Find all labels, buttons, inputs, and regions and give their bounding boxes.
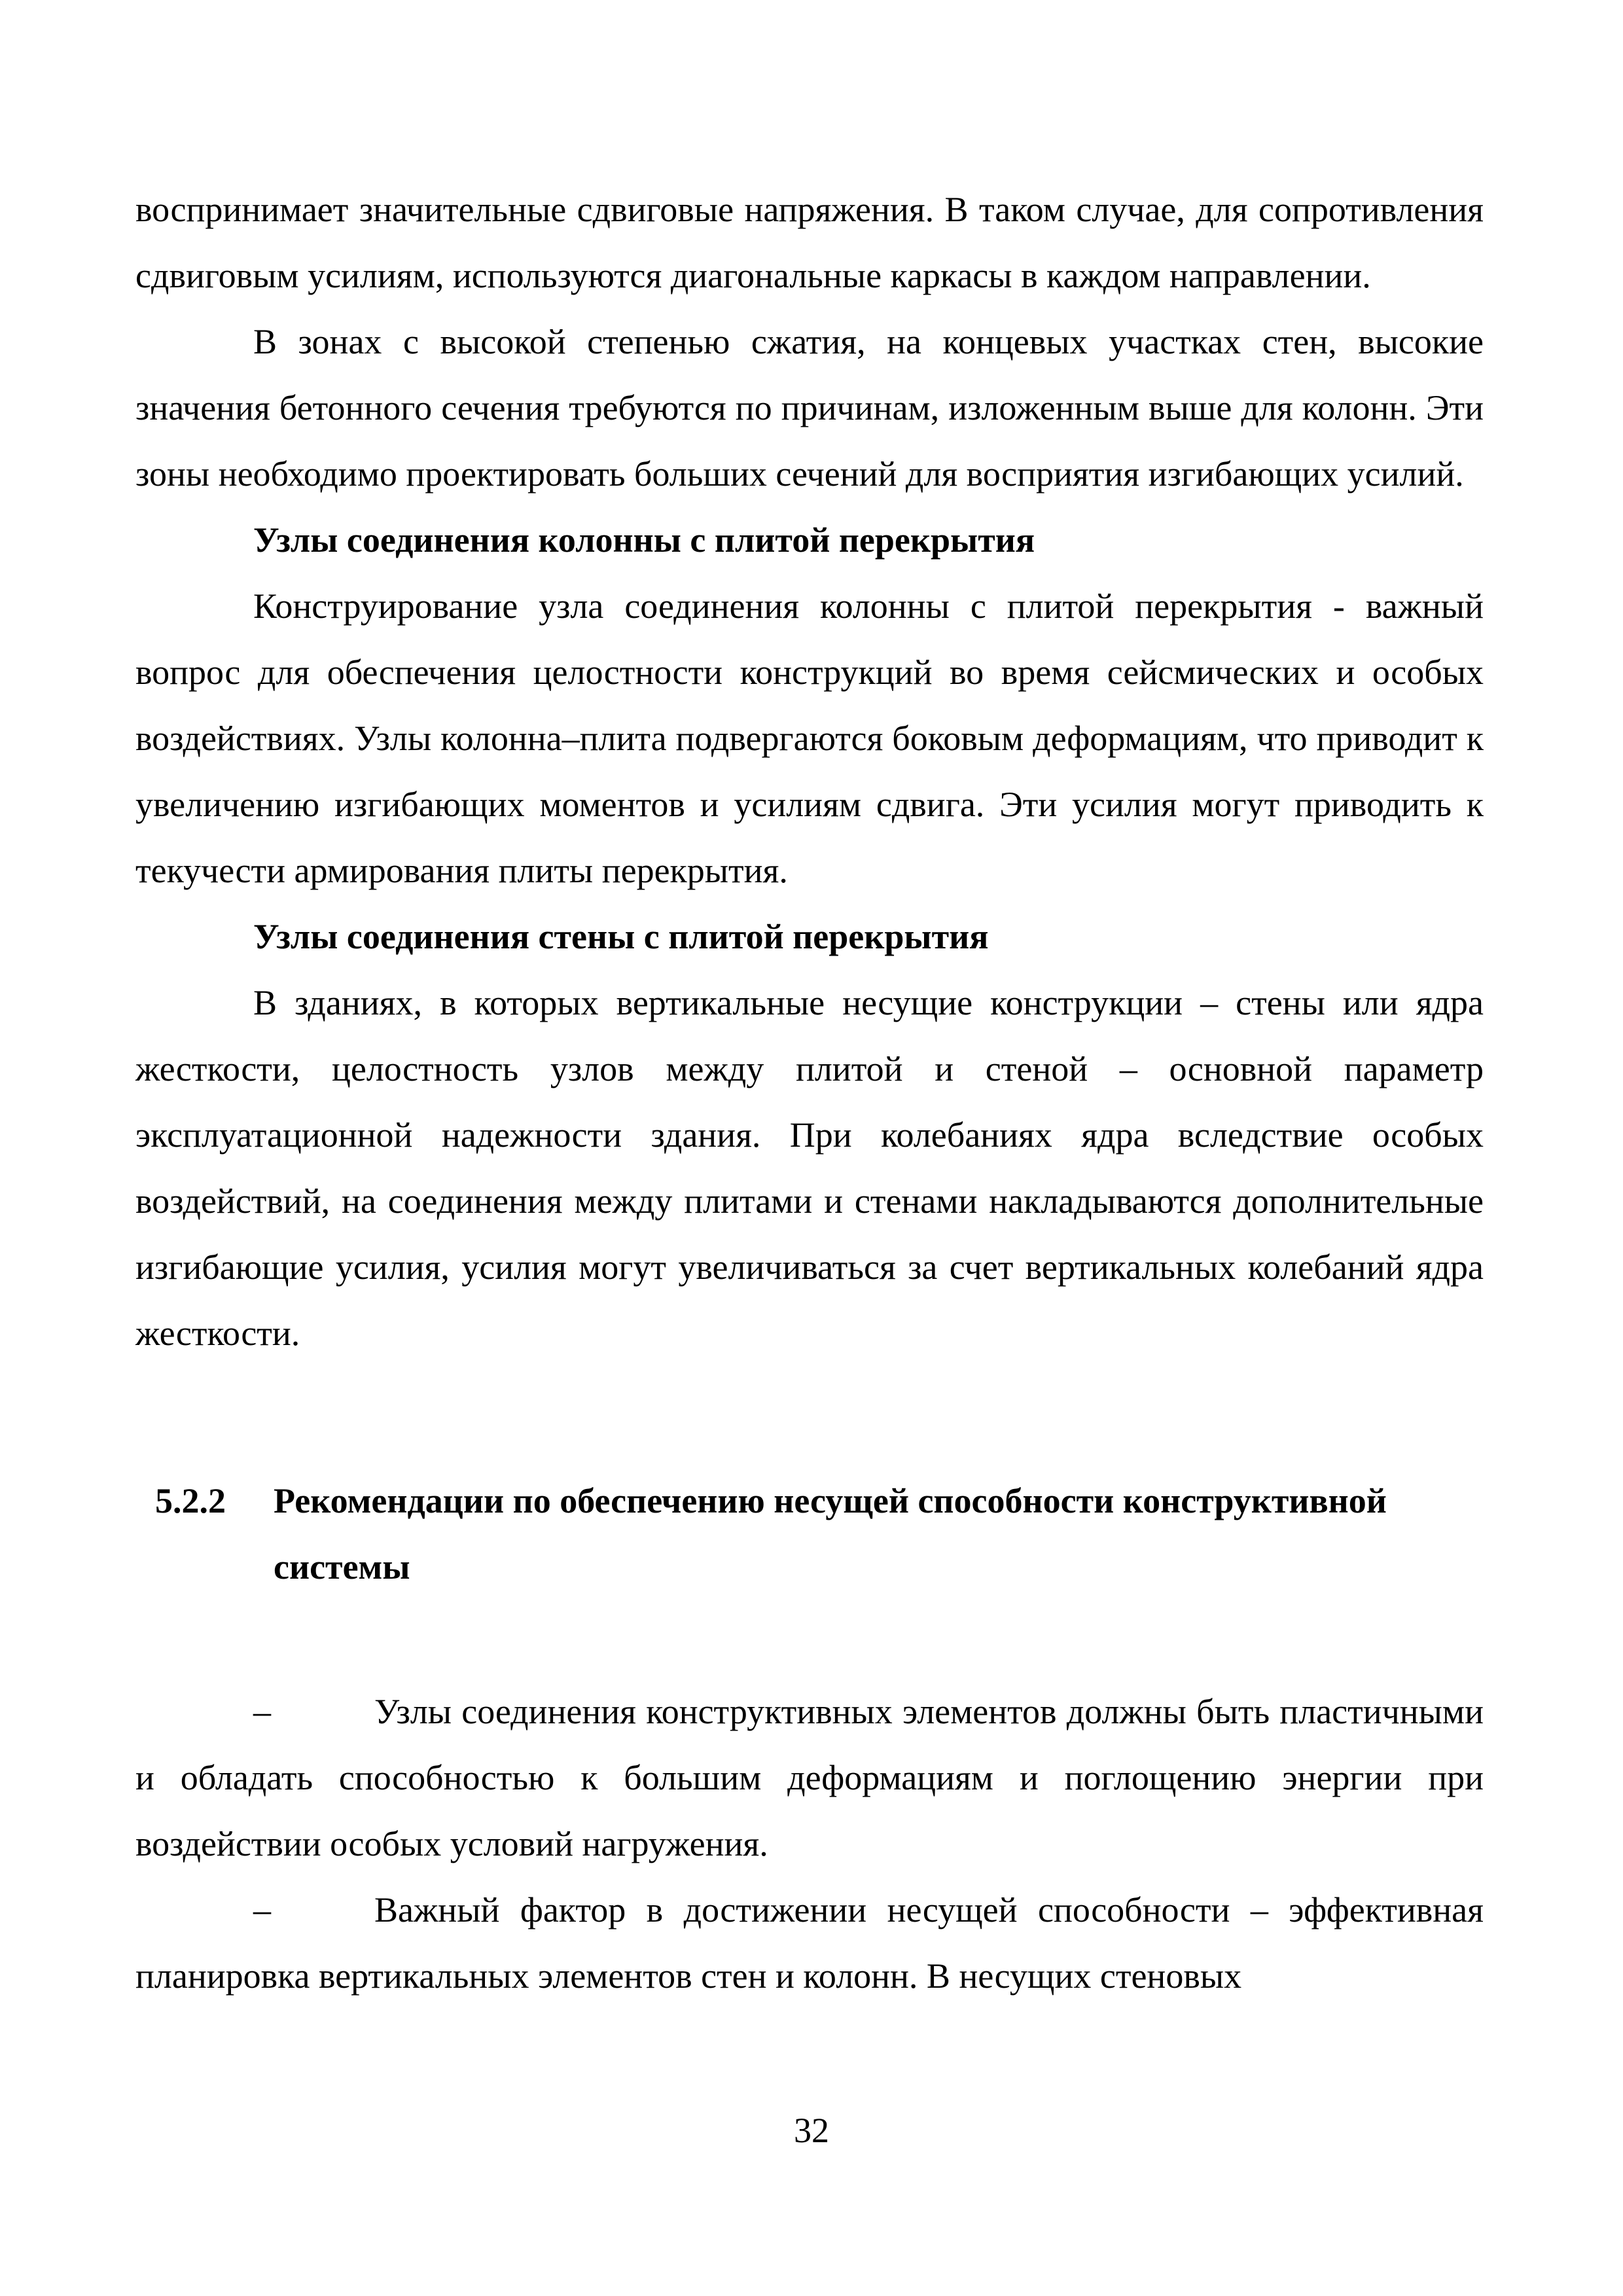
subheading-wall-slab-joints: Узлы соединения стены с плитой перекрытия [253, 917, 989, 956]
bullet-item [135, 1679, 1484, 1877]
bullet-dash: – [253, 1890, 271, 1929]
bullet-text: Важный фактор в достижении несущей способности – эффективная планировка вертикальных элементов стен и колонн. В несущих стеновых [135, 1890, 1484, 1996]
bullet-text: Узлы соединения конструктивных элементов должны быть пластичными и обладать способностью к большим деформациям и поглощению энергии при воздействии особых условий нагружения. [135, 1692, 1484, 1863]
paragraph-wall-slab-joints: В зданиях, в которых вертикальные несущие конструкции – стены или ядра жесткости, целостность узлов между плитой и стеной – основной параметр эксплуатационной надежности здания. При колебаниях ядра вследствие особых воздействий, на соединения между плитами и стенами накладываются дополнительные изгибающие усилия, усилия могут увеличиваться за счет вертикальных колебаний ядра жесткости. [135, 983, 1484, 1353]
section-title: Рекомендации по обеспечению несущей способности конструктивной системы [274, 1481, 1387, 1587]
bullet-dash: – [253, 1692, 271, 1731]
paragraph-compression-zones: В зонах с высокой степенью сжатия, на концевых участках стен, высокие значения бетонного сечения требуются по причинам, изложенным выше для колонн. Эти зоны необходимо проектировать больших сечений для восприятия изгибающих усилий. [135, 322, 1484, 493]
page-number: 32 [794, 2111, 829, 2150]
bullet-item [135, 1877, 1484, 2009]
paragraph-continued: воспринимает значительные сдвиговые напряжения. В таком случае, для сопротивления сдвиговым усилиям, используются диагональные каркасы в каждом направлении. [135, 190, 1484, 295]
paragraph-column-slab-joints: Конструирование узла соединения колонны с плитой перекрытия - важный вопрос для обеспечения целостности конструкций во время сейсмических и особых воздействиях. Узлы колонна–плита подвергаются боковым деформациям, что приводит к увеличению изгибающих моментов и усилиям сдвига. Эти усилия могут приводить к текучести армирования плиты перекрытия. [135, 586, 1484, 890]
section-heading [135, 1468, 1484, 1600]
section-number: 5.2.2 [155, 1481, 226, 1520]
page-body [135, 177, 1484, 2009]
subheading-column-slab-joints: Узлы соединения колонны с плитой перекрытия [253, 520, 1035, 560]
